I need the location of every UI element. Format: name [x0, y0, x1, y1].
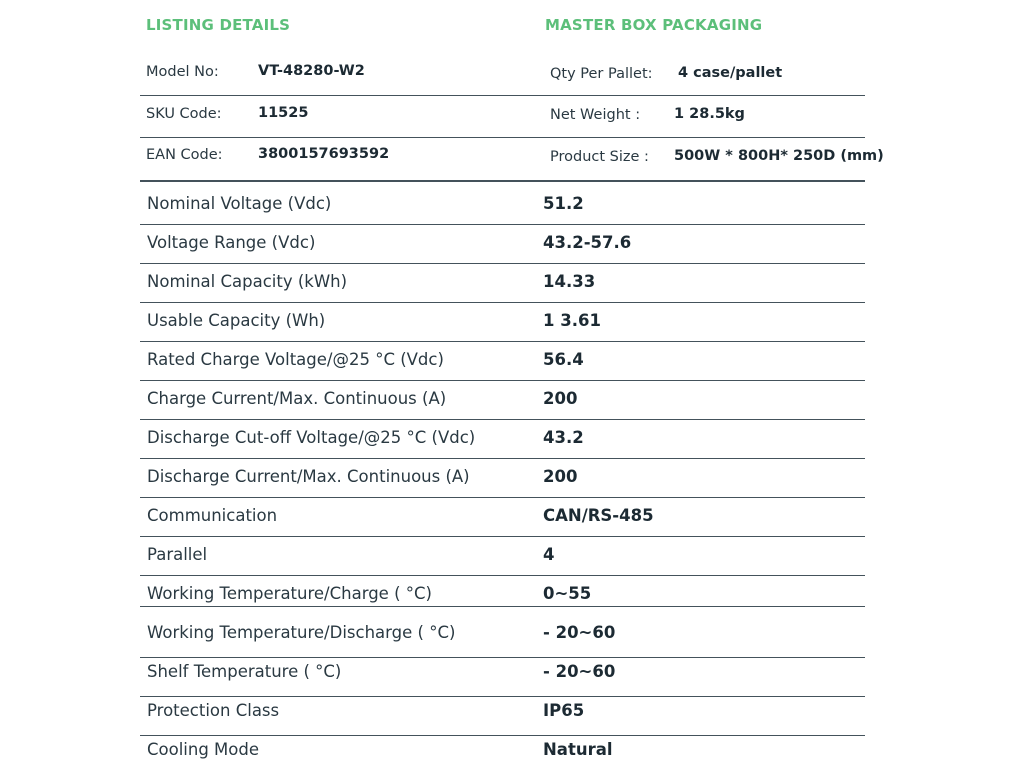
model-no-value: VT-48280-W2 [258, 63, 365, 79]
divider [140, 263, 865, 264]
divider [140, 380, 865, 381]
spec-value: 200 [543, 389, 578, 408]
product-size-value: 500W * 800H* 250D (mm) [674, 148, 884, 164]
net-weight-label: Net Weight : [550, 107, 641, 123]
divider [537, 95, 865, 96]
divider [140, 419, 865, 420]
ean-code-label: EAN Code: [146, 147, 223, 163]
spec-value: 0~55 [543, 584, 592, 603]
spec-label: Nominal Capacity (kWh) [147, 272, 348, 291]
divider [140, 302, 865, 303]
spec-label: Discharge Current/Max. Continuous (A) [147, 467, 470, 486]
spec-value: 43.2-57.6 [543, 233, 632, 252]
spec-label: Nominal Voltage (Vdc) [147, 194, 332, 213]
spec-label: Shelf Temperature ( °C) [147, 662, 342, 681]
spec-label: Rated Charge Voltage/@25 °C (Vdc) [147, 350, 444, 369]
spec-label: Protection Class [147, 701, 280, 720]
spec-value: Natural [543, 740, 613, 759]
divider [140, 458, 865, 459]
spec-label: Usable Capacity (Wh) [147, 311, 326, 330]
divider [140, 536, 865, 537]
spec-label: Parallel [147, 545, 208, 564]
divider [140, 657, 865, 658]
master-box-packaging-title: MASTER BOX PACKAGING [545, 16, 763, 34]
divider [140, 735, 865, 736]
spec-label: Communication [147, 506, 278, 525]
model-no-label: Model No: [146, 64, 219, 80]
divider [140, 95, 537, 96]
spec-value: 4 [543, 545, 555, 564]
product-size-label: Product Size : [550, 149, 649, 165]
sku-code-value: 11525 [258, 105, 309, 121]
spec-value: 51.2 [543, 194, 584, 213]
spec-value: 14.33 [543, 272, 596, 291]
qty-per-pallet-value: 4 case/pallet [678, 65, 783, 81]
spec-label: Discharge Cut-off Voltage/@25 °C (Vdc) [147, 428, 476, 447]
section-divider [140, 180, 865, 182]
spec-value: 200 [543, 467, 578, 486]
spec-value: 56.4 [543, 350, 584, 369]
spec-value: 1 3.61 [543, 311, 601, 330]
listing-details-title: LISTING DETAILS [146, 16, 291, 34]
divider [140, 137, 537, 138]
spec-value: CAN/RS-485 [543, 506, 654, 525]
spec-value: - 20~60 [543, 662, 616, 681]
spec-label: Charge Current/Max. Continuous (A) [147, 389, 447, 408]
spec-label: Voltage Range (Vdc) [147, 233, 316, 252]
divider [140, 341, 865, 342]
spec-value: - 20~60 [543, 623, 616, 642]
divider [140, 575, 865, 576]
ean-code-value: 3800157693592 [258, 146, 390, 162]
divider [140, 696, 865, 697]
divider [140, 606, 865, 607]
net-weight-value: 1 28.5kg [674, 106, 745, 122]
sku-code-label: SKU Code: [146, 106, 222, 122]
spec-label: Working Temperature/Charge ( °C) [147, 584, 432, 603]
qty-per-pallet-label: Qty Per Pallet: [550, 66, 653, 82]
spec-label: Working Temperature/Discharge ( °C) [147, 623, 456, 642]
spec-value: 43.2 [543, 428, 584, 447]
divider [140, 497, 865, 498]
spec-label: Cooling Mode [147, 740, 260, 759]
spec-value: IP65 [543, 701, 585, 720]
divider [537, 137, 865, 138]
divider [140, 224, 865, 225]
